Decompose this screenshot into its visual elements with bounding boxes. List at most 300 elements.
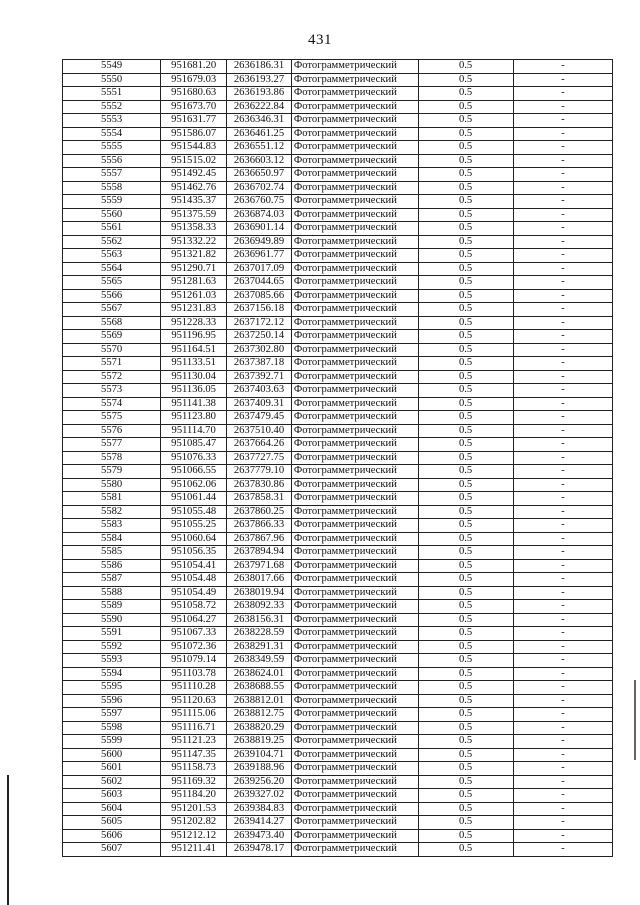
x-coordinate-cell: 951375.59 bbox=[161, 208, 227, 222]
method-cell: Фотограмметрический bbox=[291, 370, 418, 384]
method-cell: Фотограмметрический bbox=[291, 708, 418, 722]
note-cell: - bbox=[513, 127, 612, 141]
x-coordinate-cell: 951184.20 bbox=[161, 789, 227, 803]
note-cell: - bbox=[513, 789, 612, 803]
note-cell: - bbox=[513, 843, 612, 857]
x-coordinate-cell: 951212.12 bbox=[161, 829, 227, 843]
method-cell: Фотограмметрический bbox=[291, 478, 418, 492]
x-coordinate-cell: 951281.63 bbox=[161, 276, 227, 290]
method-cell: Фотограмметрический bbox=[291, 141, 418, 155]
y-coordinate-cell: 2637250.14 bbox=[227, 330, 292, 344]
y-coordinate-cell: 2636551.12 bbox=[227, 141, 292, 155]
method-cell: Фотограмметрический bbox=[291, 249, 418, 263]
method-cell: Фотограмметрический bbox=[291, 505, 418, 519]
accuracy-cell: 0.5 bbox=[418, 262, 513, 276]
note-cell: - bbox=[513, 816, 612, 830]
table-row bbox=[63, 276, 613, 290]
accuracy-cell: 0.5 bbox=[418, 478, 513, 492]
note-cell: - bbox=[513, 708, 612, 722]
y-coordinate-cell: 2639256.20 bbox=[227, 775, 292, 789]
x-coordinate-cell: 951079.14 bbox=[161, 654, 227, 668]
method-cell: Фотограмметрический bbox=[291, 195, 418, 209]
x-coordinate-cell: 951072.36 bbox=[161, 640, 227, 654]
accuracy-cell: 0.5 bbox=[418, 775, 513, 789]
method-cell: Фотограмметрический bbox=[291, 465, 418, 479]
y-coordinate-cell: 2636901.14 bbox=[227, 222, 292, 236]
y-coordinate-cell: 2638812.75 bbox=[227, 708, 292, 722]
method-cell: Фотограмметрический bbox=[291, 586, 418, 600]
method-cell: Фотограмметрический bbox=[291, 748, 418, 762]
point-number-cell: 5597 bbox=[63, 708, 161, 722]
accuracy-cell: 0.5 bbox=[418, 532, 513, 546]
x-coordinate-cell: 951228.33 bbox=[161, 316, 227, 330]
table-row bbox=[63, 802, 613, 816]
point-number-cell: 5551 bbox=[63, 87, 161, 101]
note-cell: - bbox=[513, 775, 612, 789]
note-cell: - bbox=[513, 357, 612, 371]
note-cell: - bbox=[513, 721, 612, 735]
method-cell: Фотограмметрический bbox=[291, 667, 418, 681]
point-number-cell: 5552 bbox=[63, 100, 161, 114]
method-cell: Фотограмметрический bbox=[291, 100, 418, 114]
point-number-cell: 5564 bbox=[63, 262, 161, 276]
table-row bbox=[63, 600, 613, 614]
x-coordinate-cell: 951201.53 bbox=[161, 802, 227, 816]
y-coordinate-cell: 2637664.26 bbox=[227, 438, 292, 452]
table-row bbox=[63, 235, 613, 249]
table-row bbox=[63, 73, 613, 87]
point-number-cell: 5591 bbox=[63, 627, 161, 641]
table-row bbox=[63, 640, 613, 654]
x-coordinate-cell: 951261.03 bbox=[161, 289, 227, 303]
point-number-cell: 5554 bbox=[63, 127, 161, 141]
table-row bbox=[63, 586, 613, 600]
table-row bbox=[63, 465, 613, 479]
note-cell: - bbox=[513, 195, 612, 209]
point-number-cell: 5600 bbox=[63, 748, 161, 762]
method-cell: Фотограмметрический bbox=[291, 127, 418, 141]
accuracy-cell: 0.5 bbox=[418, 87, 513, 101]
accuracy-cell: 0.5 bbox=[418, 154, 513, 168]
method-cell: Фотограмметрический bbox=[291, 168, 418, 182]
note-cell: - bbox=[513, 316, 612, 330]
y-coordinate-cell: 2638820.29 bbox=[227, 721, 292, 735]
accuracy-cell: 0.5 bbox=[418, 330, 513, 344]
x-coordinate-cell: 951673.70 bbox=[161, 100, 227, 114]
method-cell: Фотограмметрический bbox=[291, 222, 418, 236]
table-row bbox=[63, 478, 613, 492]
x-coordinate-cell: 951064.27 bbox=[161, 613, 227, 627]
method-cell: Фотограмметрический bbox=[291, 316, 418, 330]
method-cell: Фотограмметрический bbox=[291, 492, 418, 506]
accuracy-cell: 0.5 bbox=[418, 640, 513, 654]
method-cell: Фотограмметрический bbox=[291, 276, 418, 290]
x-coordinate-cell: 951462.76 bbox=[161, 181, 227, 195]
y-coordinate-cell: 2637172.12 bbox=[227, 316, 292, 330]
note-cell: - bbox=[513, 627, 612, 641]
table-row bbox=[63, 654, 613, 668]
note-cell: - bbox=[513, 262, 612, 276]
point-number-cell: 5585 bbox=[63, 546, 161, 560]
table-row bbox=[63, 721, 613, 735]
x-coordinate-cell: 951136.05 bbox=[161, 384, 227, 398]
point-number-cell: 5599 bbox=[63, 735, 161, 749]
table-row bbox=[63, 843, 613, 857]
table-row bbox=[63, 262, 613, 276]
method-cell: Фотограмметрический bbox=[291, 87, 418, 101]
y-coordinate-cell: 2636603.12 bbox=[227, 154, 292, 168]
y-coordinate-cell: 2637860.25 bbox=[227, 505, 292, 519]
y-coordinate-cell: 2637858.31 bbox=[227, 492, 292, 506]
table-row bbox=[63, 816, 613, 830]
x-coordinate-cell: 951061.44 bbox=[161, 492, 227, 506]
point-number-cell: 5583 bbox=[63, 519, 161, 533]
accuracy-cell: 0.5 bbox=[418, 546, 513, 560]
method-cell: Фотограмметрический bbox=[291, 330, 418, 344]
point-number-cell: 5604 bbox=[63, 802, 161, 816]
method-cell: Фотограмметрический bbox=[291, 559, 418, 573]
accuracy-cell: 0.5 bbox=[418, 343, 513, 357]
table-row bbox=[63, 154, 613, 168]
note-cell: - bbox=[513, 87, 612, 101]
y-coordinate-cell: 2639478.17 bbox=[227, 843, 292, 857]
method-cell: Фотограмметрический bbox=[291, 681, 418, 695]
x-coordinate-cell: 951114.70 bbox=[161, 424, 227, 438]
accuracy-cell: 0.5 bbox=[418, 681, 513, 695]
table-row bbox=[63, 330, 613, 344]
method-cell: Фотограмметрический bbox=[291, 640, 418, 654]
y-coordinate-cell: 2637971.68 bbox=[227, 559, 292, 573]
point-number-cell: 5574 bbox=[63, 397, 161, 411]
note-cell: - bbox=[513, 343, 612, 357]
note-cell: - bbox=[513, 424, 612, 438]
x-coordinate-cell: 951544.83 bbox=[161, 141, 227, 155]
method-cell: Фотограмметрический bbox=[291, 384, 418, 398]
point-number-cell: 5602 bbox=[63, 775, 161, 789]
point-number-cell: 5579 bbox=[63, 465, 161, 479]
table-row bbox=[63, 249, 613, 263]
point-number-cell: 5572 bbox=[63, 370, 161, 384]
point-number-cell: 5584 bbox=[63, 532, 161, 546]
accuracy-cell: 0.5 bbox=[418, 438, 513, 452]
method-cell: Фотограмметрический bbox=[291, 843, 418, 857]
table-row bbox=[63, 532, 613, 546]
table-row bbox=[63, 789, 613, 803]
method-cell: Фотограмметрический bbox=[291, 532, 418, 546]
table-row bbox=[63, 357, 613, 371]
note-cell: - bbox=[513, 735, 612, 749]
accuracy-cell: 0.5 bbox=[418, 654, 513, 668]
x-coordinate-cell: 951110.28 bbox=[161, 681, 227, 695]
table-row bbox=[63, 519, 613, 533]
point-number-cell: 5559 bbox=[63, 195, 161, 209]
x-coordinate-cell: 951492.45 bbox=[161, 168, 227, 182]
note-cell: - bbox=[513, 397, 612, 411]
method-cell: Фотограмметрический bbox=[291, 721, 418, 735]
accuracy-cell: 0.5 bbox=[418, 708, 513, 722]
note-cell: - bbox=[513, 600, 612, 614]
point-number-cell: 5595 bbox=[63, 681, 161, 695]
y-coordinate-cell: 2637156.18 bbox=[227, 303, 292, 317]
point-number-cell: 5577 bbox=[63, 438, 161, 452]
y-coordinate-cell: 2637392.71 bbox=[227, 370, 292, 384]
accuracy-cell: 0.5 bbox=[418, 114, 513, 128]
y-coordinate-cell: 2639104.71 bbox=[227, 748, 292, 762]
accuracy-cell: 0.5 bbox=[418, 735, 513, 749]
y-coordinate-cell: 2637867.96 bbox=[227, 532, 292, 546]
table-row bbox=[63, 181, 613, 195]
x-coordinate-cell: 951332.22 bbox=[161, 235, 227, 249]
point-number-cell: 5588 bbox=[63, 586, 161, 600]
point-number-cell: 5593 bbox=[63, 654, 161, 668]
point-number-cell: 5549 bbox=[63, 60, 161, 74]
coordinates-table bbox=[62, 59, 613, 857]
table-row bbox=[63, 100, 613, 114]
y-coordinate-cell: 2637894.94 bbox=[227, 546, 292, 560]
point-number-cell: 5578 bbox=[63, 451, 161, 465]
y-coordinate-cell: 2638092.33 bbox=[227, 600, 292, 614]
table-row bbox=[63, 397, 613, 411]
method-cell: Фотограмметрический bbox=[291, 762, 418, 776]
y-coordinate-cell: 2637085.66 bbox=[227, 289, 292, 303]
point-number-cell: 5592 bbox=[63, 640, 161, 654]
table-row bbox=[63, 343, 613, 357]
point-number-cell: 5565 bbox=[63, 276, 161, 290]
accuracy-cell: 0.5 bbox=[418, 181, 513, 195]
note-cell: - bbox=[513, 411, 612, 425]
method-cell: Фотограмметрический bbox=[291, 694, 418, 708]
x-coordinate-cell: 951358.33 bbox=[161, 222, 227, 236]
table-row bbox=[63, 613, 613, 627]
x-coordinate-cell: 951058.72 bbox=[161, 600, 227, 614]
x-coordinate-cell: 951055.48 bbox=[161, 505, 227, 519]
table-row bbox=[63, 424, 613, 438]
x-coordinate-cell: 951066.55 bbox=[161, 465, 227, 479]
accuracy-cell: 0.5 bbox=[418, 465, 513, 479]
x-coordinate-cell: 951196.95 bbox=[161, 330, 227, 344]
accuracy-cell: 0.5 bbox=[418, 168, 513, 182]
y-coordinate-cell: 2639384.83 bbox=[227, 802, 292, 816]
y-coordinate-cell: 2637044.65 bbox=[227, 276, 292, 290]
x-coordinate-cell: 951054.49 bbox=[161, 586, 227, 600]
note-cell: - bbox=[513, 802, 612, 816]
note-cell: - bbox=[513, 519, 612, 533]
table-row bbox=[63, 60, 613, 74]
note-cell: - bbox=[513, 208, 612, 222]
note-cell: - bbox=[513, 573, 612, 587]
table-row bbox=[63, 141, 613, 155]
y-coordinate-cell: 2638624.01 bbox=[227, 667, 292, 681]
accuracy-cell: 0.5 bbox=[418, 559, 513, 573]
method-cell: Фотограмметрический bbox=[291, 829, 418, 843]
accuracy-cell: 0.5 bbox=[418, 316, 513, 330]
y-coordinate-cell: 2639473.40 bbox=[227, 829, 292, 843]
note-cell: - bbox=[513, 168, 612, 182]
accuracy-cell: 0.5 bbox=[418, 843, 513, 857]
x-coordinate-cell: 951631.77 bbox=[161, 114, 227, 128]
accuracy-cell: 0.5 bbox=[418, 222, 513, 236]
table-row bbox=[63, 127, 613, 141]
accuracy-cell: 0.5 bbox=[418, 100, 513, 114]
point-number-cell: 5566 bbox=[63, 289, 161, 303]
note-cell: - bbox=[513, 370, 612, 384]
point-number-cell: 5607 bbox=[63, 843, 161, 857]
table-row bbox=[63, 775, 613, 789]
note-cell: - bbox=[513, 154, 612, 168]
note-cell: - bbox=[513, 303, 612, 317]
accuracy-cell: 0.5 bbox=[418, 721, 513, 735]
x-coordinate-cell: 951123.80 bbox=[161, 411, 227, 425]
table-row bbox=[63, 573, 613, 587]
x-coordinate-cell: 951054.41 bbox=[161, 559, 227, 573]
table-row bbox=[63, 492, 613, 506]
accuracy-cell: 0.5 bbox=[418, 829, 513, 843]
table-row bbox=[63, 505, 613, 519]
table-row bbox=[63, 195, 613, 209]
accuracy-cell: 0.5 bbox=[418, 141, 513, 155]
x-coordinate-cell: 951202.82 bbox=[161, 816, 227, 830]
table-row bbox=[63, 303, 613, 317]
accuracy-cell: 0.5 bbox=[418, 613, 513, 627]
y-coordinate-cell: 2636193.86 bbox=[227, 87, 292, 101]
note-cell: - bbox=[513, 276, 612, 290]
note-cell: - bbox=[513, 451, 612, 465]
accuracy-cell: 0.5 bbox=[418, 762, 513, 776]
y-coordinate-cell: 2639188.96 bbox=[227, 762, 292, 776]
point-number-cell: 5562 bbox=[63, 235, 161, 249]
point-number-cell: 5569 bbox=[63, 330, 161, 344]
point-number-cell: 5575 bbox=[63, 411, 161, 425]
point-number-cell: 5606 bbox=[63, 829, 161, 843]
note-cell: - bbox=[513, 694, 612, 708]
accuracy-cell: 0.5 bbox=[418, 748, 513, 762]
note-cell: - bbox=[513, 222, 612, 236]
table-row bbox=[63, 451, 613, 465]
method-cell: Фотограмметрический bbox=[291, 262, 418, 276]
y-coordinate-cell: 2637387.18 bbox=[227, 357, 292, 371]
x-coordinate-cell: 951085.47 bbox=[161, 438, 227, 452]
x-coordinate-cell: 951141.38 bbox=[161, 397, 227, 411]
method-cell: Фотограмметрический bbox=[291, 357, 418, 371]
method-cell: Фотограмметрический bbox=[291, 600, 418, 614]
x-coordinate-cell: 951133.51 bbox=[161, 357, 227, 371]
accuracy-cell: 0.5 bbox=[418, 424, 513, 438]
y-coordinate-cell: 2637403.63 bbox=[227, 384, 292, 398]
accuracy-cell: 0.5 bbox=[418, 397, 513, 411]
x-coordinate-cell: 951586.07 bbox=[161, 127, 227, 141]
x-coordinate-cell: 951435.37 bbox=[161, 195, 227, 209]
accuracy-cell: 0.5 bbox=[418, 586, 513, 600]
accuracy-cell: 0.5 bbox=[418, 667, 513, 681]
method-cell: Фотограмметрический bbox=[291, 438, 418, 452]
y-coordinate-cell: 2638349.59 bbox=[227, 654, 292, 668]
table-row bbox=[63, 829, 613, 843]
page-number: 431 bbox=[308, 32, 332, 48]
table-row bbox=[63, 694, 613, 708]
accuracy-cell: 0.5 bbox=[418, 73, 513, 87]
note-cell: - bbox=[513, 384, 612, 398]
table-body bbox=[63, 60, 613, 857]
point-number-cell: 5567 bbox=[63, 303, 161, 317]
note-cell: - bbox=[513, 667, 612, 681]
accuracy-cell: 0.5 bbox=[418, 208, 513, 222]
accuracy-cell: 0.5 bbox=[418, 573, 513, 587]
table-row bbox=[63, 681, 613, 695]
point-number-cell: 5557 bbox=[63, 168, 161, 182]
note-cell: - bbox=[513, 546, 612, 560]
method-cell: Фотограмметрический bbox=[291, 397, 418, 411]
table-row bbox=[63, 222, 613, 236]
note-cell: - bbox=[513, 249, 612, 263]
table-row bbox=[63, 370, 613, 384]
accuracy-cell: 0.5 bbox=[418, 411, 513, 425]
x-coordinate-cell: 951116.71 bbox=[161, 721, 227, 735]
y-coordinate-cell: 2636346.31 bbox=[227, 114, 292, 128]
y-coordinate-cell: 2639327.02 bbox=[227, 789, 292, 803]
method-cell: Фотограмметрический bbox=[291, 816, 418, 830]
method-cell: Фотограмметрический bbox=[291, 424, 418, 438]
accuracy-cell: 0.5 bbox=[418, 789, 513, 803]
note-cell: - bbox=[513, 532, 612, 546]
method-cell: Фотограмметрический bbox=[291, 343, 418, 357]
point-number-cell: 5582 bbox=[63, 505, 161, 519]
method-cell: Фотограмметрический bbox=[291, 654, 418, 668]
method-cell: Фотограмметрический bbox=[291, 235, 418, 249]
table-row bbox=[63, 667, 613, 681]
y-coordinate-cell: 2637866.33 bbox=[227, 519, 292, 533]
point-number-cell: 5573 bbox=[63, 384, 161, 398]
note-cell: - bbox=[513, 465, 612, 479]
point-number-cell: 5580 bbox=[63, 478, 161, 492]
table-row bbox=[63, 411, 613, 425]
scan-edge-mark bbox=[634, 680, 636, 760]
y-coordinate-cell: 2637302.80 bbox=[227, 343, 292, 357]
point-number-cell: 5605 bbox=[63, 816, 161, 830]
y-coordinate-cell: 2636949.89 bbox=[227, 235, 292, 249]
y-coordinate-cell: 2637409.31 bbox=[227, 397, 292, 411]
method-cell: Фотограмметрический bbox=[291, 451, 418, 465]
x-coordinate-cell: 951680.63 bbox=[161, 87, 227, 101]
method-cell: Фотограмметрический bbox=[291, 802, 418, 816]
note-cell: - bbox=[513, 438, 612, 452]
y-coordinate-cell: 2636222.84 bbox=[227, 100, 292, 114]
table-row bbox=[63, 168, 613, 182]
method-cell: Фотограмметрический bbox=[291, 627, 418, 641]
note-cell: - bbox=[513, 100, 612, 114]
x-coordinate-cell: 951054.48 bbox=[161, 573, 227, 587]
point-number-cell: 5598 bbox=[63, 721, 161, 735]
note-cell: - bbox=[513, 73, 612, 87]
y-coordinate-cell: 2636702.74 bbox=[227, 181, 292, 195]
x-coordinate-cell: 951290.71 bbox=[161, 262, 227, 276]
accuracy-cell: 0.5 bbox=[418, 451, 513, 465]
accuracy-cell: 0.5 bbox=[418, 289, 513, 303]
x-coordinate-cell: 951164.51 bbox=[161, 343, 227, 357]
method-cell: Фотограмметрический bbox=[291, 60, 418, 74]
accuracy-cell: 0.5 bbox=[418, 802, 513, 816]
method-cell: Фотограмметрический bbox=[291, 154, 418, 168]
table-row bbox=[63, 87, 613, 101]
x-coordinate-cell: 951056.35 bbox=[161, 546, 227, 560]
y-coordinate-cell: 2639414.27 bbox=[227, 816, 292, 830]
accuracy-cell: 0.5 bbox=[418, 519, 513, 533]
point-number-cell: 5590 bbox=[63, 613, 161, 627]
method-cell: Фотограмметрический bbox=[291, 208, 418, 222]
x-coordinate-cell: 951076.33 bbox=[161, 451, 227, 465]
y-coordinate-cell: 2637510.40 bbox=[227, 424, 292, 438]
method-cell: Фотограмметрический bbox=[291, 303, 418, 317]
y-coordinate-cell: 2638291.31 bbox=[227, 640, 292, 654]
